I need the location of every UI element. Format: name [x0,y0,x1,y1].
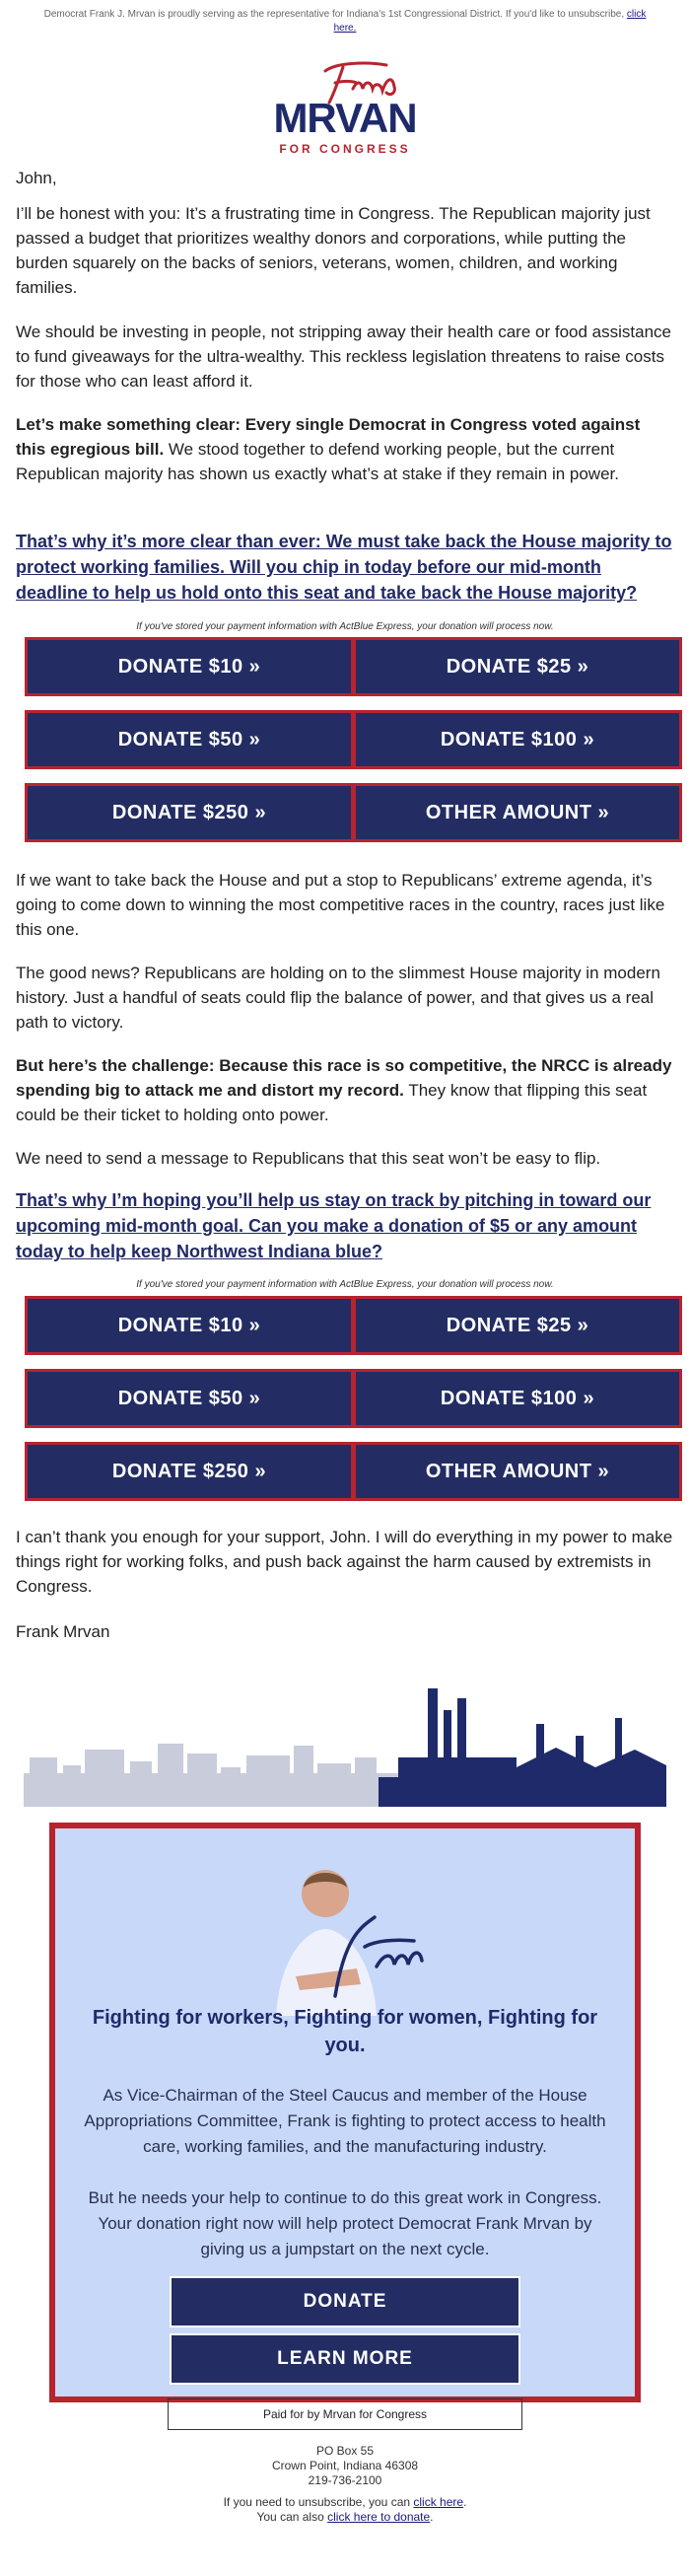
other-amount-button-2[interactable]: OTHER AMOUNT » [353,1442,682,1501]
paragraph-3-bold: Let’s make something clear: Every single Democrat in Congress voted against this egregious bill. [16,415,641,459]
paragraph-6 [16,1053,674,1127]
donate-100-button-2[interactable]: DONATE $100 » [353,1369,682,1428]
paid-for-text: Paid for by Mrvan for Congress [262,2407,428,2421]
greeting: John, [16,169,57,187]
paragraph-6-bold: But here’s the challenge: Because this race is so competitive, the NRCC is already spending big to attack me and distort my record. [16,1056,672,1100]
donate-25-button[interactable]: DONATE $25 » [353,637,682,696]
unsubscribe-link[interactable]: click here [413,2495,464,2509]
disclaimer-text: Democrat Frank J. Mrvan is proudly serving as the representative for Indiana's 1st Congressional District. If you'd like to unsubscribe, [43,9,625,20]
bio-card [49,1823,641,2402]
card-title: Fighting for workers, Fighting for women, Fighting for you. [92,2007,598,2056]
donate-10-button-2[interactable]: DONATE $10 » [25,1296,354,1355]
paragraph-7: We need to send a message to Republicans that this seat won’t be easy to flip. [16,1149,601,1168]
paragraph-3 [16,412,674,486]
paragraph-6-rest: They know that flipping this seat could be their ticket to holding onto power. [16,1081,648,1124]
donate-250-button[interactable]: DONATE $250 » [25,783,354,842]
candidate-photo [266,1858,424,2016]
logo-tagline: FOR CONGRESS [279,142,411,156]
learn-more-button[interactable]: LEARN MORE [170,2333,520,2385]
paid-for-box [168,2398,522,2430]
donate-25-button-2[interactable]: DONATE $25 » [353,1296,682,1355]
donate-10-button[interactable]: DONATE $10 » [25,637,354,696]
unsubscribe-link-top[interactable]: click here. [333,9,647,34]
donate-link-1[interactable]: That’s why it’s more clear than ever: We must take back the House majority to protect working families. Will you chip in today before our mid-month deadline to help us hold onto this seat and take back the House majority? [16,532,672,603]
express-note-2: If you've stored your payment information with ActBlue Express, your donation will process now. [136,1279,554,1290]
donate-100-button[interactable]: DONATE $100 » [353,710,682,769]
signature: Frank Mrvan [16,1622,110,1641]
donate-250-button-2[interactable]: DONATE $250 » [25,1442,354,1501]
donate-link-2[interactable]: That’s why I’m hoping you’ll help us stay on track by pitching in toward our upcoming mid-month goal. Can you make a donation of $5 or any amount today to help keep Northwest Indiana blue? [16,1190,652,1261]
header-disclaimer [39,8,651,36]
paragraph-3-rest: We stood together to defend working people, but the current Republican majority has shown us exactly what’s at stake if they remain in power. [16,440,619,483]
card-paragraph-2: But he needs your help to continue to do this great work in Congress. Your donation right now will help protect Democrat Frank Mrvan by giving us a jumpstart on the next cycle. [88,2188,602,2258]
paragraph-2: We should be investing in people, not stripping away their health care or food assistance to fund giveaways for the ultra-wealthy. This reckless legislation threatens to raise costs for those who can least afford it. [16,322,671,391]
card-donate-button[interactable]: DONATE [170,2276,520,2327]
footer-donate-link[interactable]: click here to donate [327,2510,431,2524]
logo-surname: MRVAN [273,95,417,141]
paragraph-1: I’ll be honest with you: It’s a frustrating time in Congress. The Republican majority just passed a budget that prioritizes wealthy donors and corporations, while putting the burden squarely on the backs of seniors, veterans, women, children, and working families. [16,204,651,297]
paragraph-8: I can’t thank you enough for your support, John. I will do everything in my power to make things right for working folks, and push back against the harm caused by extremists in Congress. [16,1528,673,1596]
city-skyline-illustration [24,1688,666,1807]
unsubscribe-text: If you need to unsubscribe, you can [223,2495,411,2509]
campaign-logo [0,59,690,158]
express-note-1: If you've stored your payment information with ActBlue Express, your donation will process now. [136,621,554,632]
donate-line: You can also click here to donate. [256,2510,434,2524]
city-address: Crown Point, Indiana 46308 [271,2459,419,2472]
donate-50-button-2[interactable]: DONATE $50 » [25,1369,354,1428]
donate-text: You can also [256,2510,324,2524]
card-paragraph-1: As Vice-Chairman of the Steel Caucus and member of the House Appropriations Committee, Frank is fighting to protect access to health care, working families, and the manufacturing industry. [84,2086,606,2156]
donate-50-button[interactable]: DONATE $50 » [25,710,354,769]
po-box: PO Box 55 [315,2444,375,2458]
phone-number: 219-736-2100 [308,2473,382,2487]
paragraph-5: The good news? Republicans are holding on to the slimmest House majority in modern history. Just a handful of seats could flip the balance of power, and that gives us a real path to victory. [16,964,660,1032]
unsubscribe-line: If you need to unsubscribe, you can click here. [223,2495,467,2509]
paragraph-4: If we want to take back the House and put a stop to Republicans’ extreme agenda, it’s going to come down to winning the most competitive races in the country, races just like this one. [16,871,665,939]
other-amount-button[interactable]: OTHER AMOUNT » [353,783,682,842]
